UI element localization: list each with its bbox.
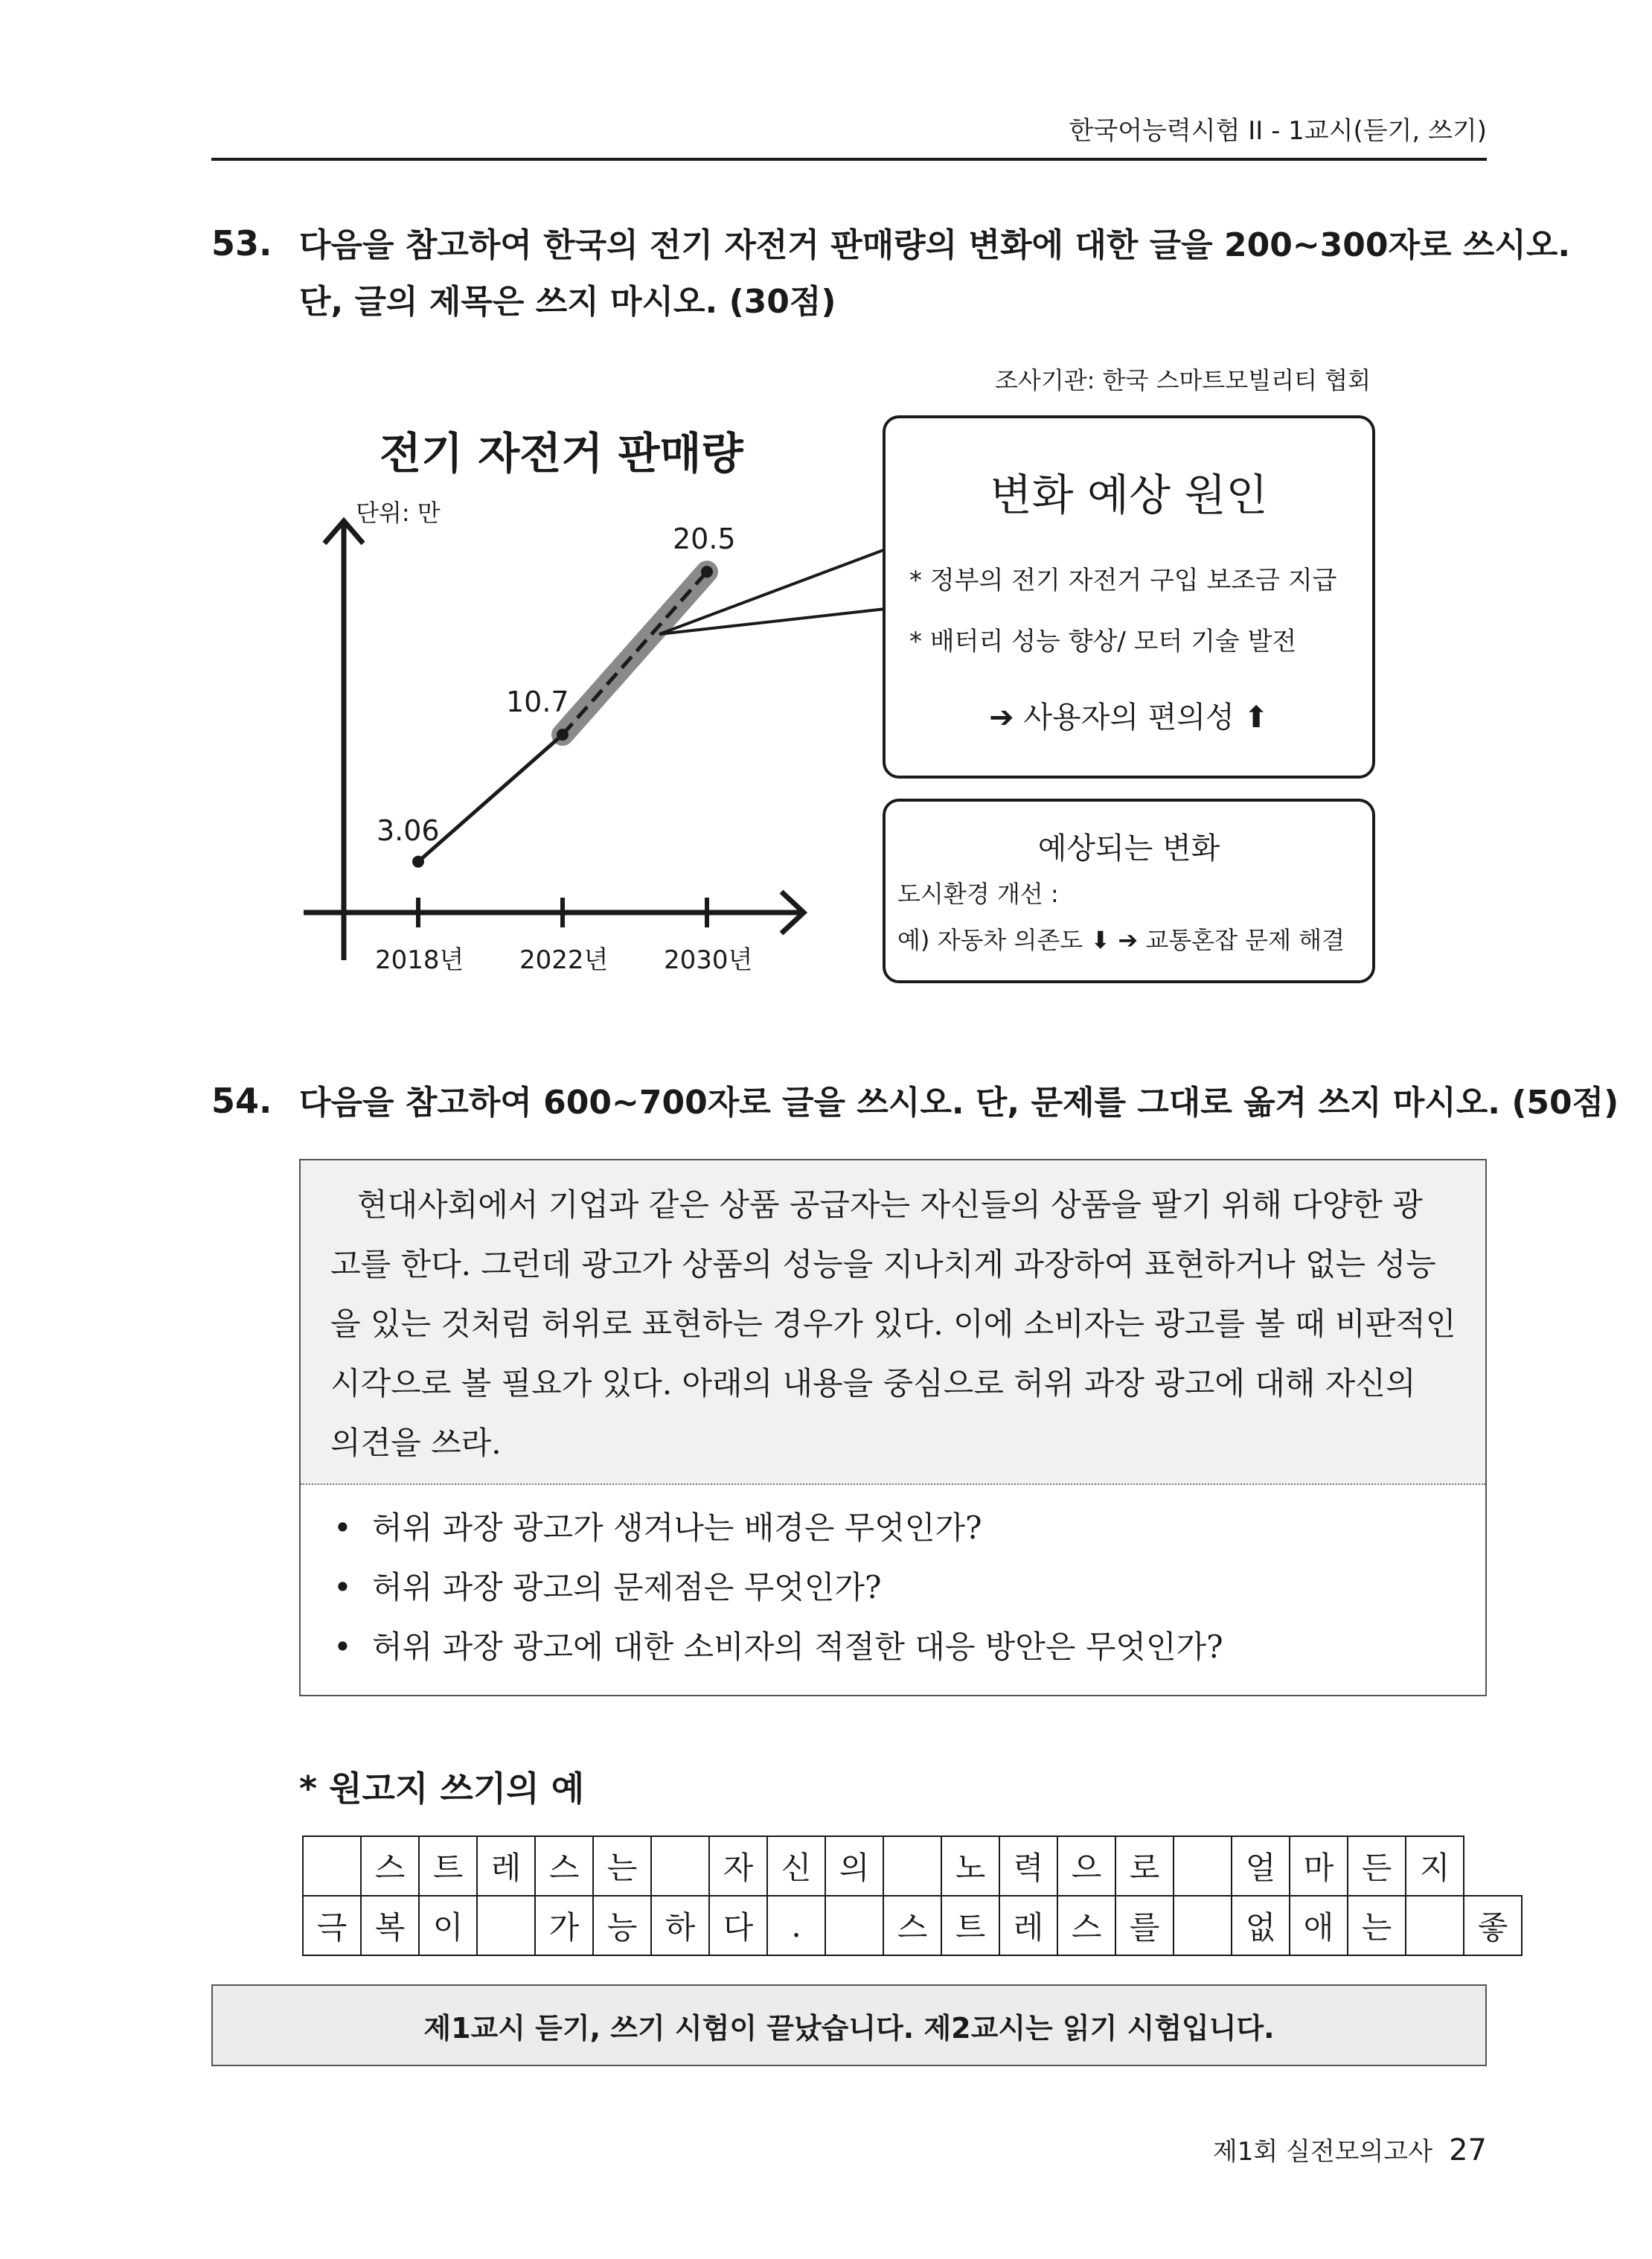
- manuscript-cell: [883, 1836, 941, 1896]
- passage-line-5: 의견을 쓰라.: [330, 1425, 502, 1461]
- x-tick-label-2: 2030년: [664, 945, 753, 975]
- manuscript-cell: 복: [361, 1896, 419, 1955]
- manuscript-cell: [1406, 1896, 1464, 1955]
- cause-result: ➔ 사용자의 편의성 ⬆: [989, 700, 1269, 735]
- manuscript-cell: 는: [593, 1836, 651, 1896]
- q53-number: 53.: [211, 223, 272, 263]
- manuscript-cell: 스: [535, 1836, 593, 1896]
- passage-line-4: 시각으로 볼 필요가 있다. 아래의 내용을 중심으로 허위 과장 광고에 대해 자신의: [330, 1365, 1416, 1402]
- manuscript-cell: [651, 1836, 709, 1896]
- manuscript-cell: 극: [303, 1896, 361, 1955]
- manuscript-cell: 로: [1115, 1836, 1174, 1896]
- manuscript-title: * 원고지 쓰기의 예: [299, 1768, 585, 1809]
- manuscript-cell: 능: [593, 1896, 651, 1955]
- chart-unit-label: 단위: 만: [356, 499, 441, 527]
- manuscript-cell: 레: [999, 1896, 1057, 1955]
- manuscript-cell: 노: [941, 1836, 999, 1896]
- manuscript-cell: 다: [709, 1896, 767, 1955]
- passage-line-1: 현대사회에서 기업과 같은 상품 공급자는 자신들의 상품을 팔기 위해 다양한 광: [357, 1186, 1423, 1223]
- manuscript-row-1: [303, 1836, 1522, 1896]
- manuscript-cell: 마: [1290, 1836, 1348, 1896]
- q53-line1: 다음을 참고하여 한국의 전기 자전거 판매량의 변화에 대한 글을 200~300자로 쓰시오.: [299, 226, 1571, 264]
- data-point-2: [701, 566, 713, 578]
- q53-line2: 단, 글의 제목은 쓰지 마시오. (30점): [299, 283, 836, 321]
- manuscript-cell: 으: [1057, 1836, 1115, 1896]
- manuscript-cell: 지: [1406, 1836, 1464, 1896]
- end-notice: 제1교시 듣기, 쓰기 시험이 끝났습니다. 제2교시는 읽기 시험입니다.: [211, 1984, 1487, 2066]
- exam-header: 한국어능력시험 II - 1교시(듣기, 쓰기): [1069, 116, 1487, 146]
- bullet-dot: •: [333, 1509, 352, 1546]
- manuscript-cell: 를: [1115, 1896, 1174, 1955]
- manuscript-cell: 가: [535, 1896, 593, 1955]
- manuscript-grid: [302, 1835, 1523, 1956]
- manuscript-cell: 자: [709, 1836, 767, 1896]
- change-line-2: 예) 자동차 의존도 ⬇ ➔ 교통혼잡 문제 해결: [897, 926, 1345, 954]
- manuscript-cell: 이: [419, 1896, 477, 1955]
- chart-title: 전기 자전거 판매량: [380, 428, 743, 479]
- manuscript-cell: 스: [361, 1836, 419, 1896]
- manuscript-cell: 스: [883, 1896, 941, 1955]
- footer-label: 제1회 실전모의고사: [1212, 2137, 1433, 2167]
- manuscript-cell: [303, 1836, 361, 1896]
- bullet-dot: •: [333, 1569, 352, 1605]
- passage-line-2: 고를 한다. 그런데 광고가 상품의 성능을 지나치게 과장하여 표현하거나 없는 성능: [330, 1246, 1436, 1282]
- page-footer: [1213, 2131, 1487, 2167]
- manuscript-cell: 얼: [1232, 1836, 1290, 1896]
- manuscript-cell: [477, 1896, 535, 1955]
- data-label-1: 10.7: [506, 686, 569, 719]
- passage-line-3: 을 있는 것처럼 허위로 표현하는 경우가 있다. 이에 소비자는 광고를 볼 때 비판적인: [330, 1306, 1456, 1342]
- data-label-2: 20.5: [673, 523, 736, 556]
- manuscript-cell: [1174, 1836, 1232, 1896]
- manuscript-cell: [1174, 1896, 1232, 1955]
- cause-box-title: 변화 예상 원인: [990, 470, 1268, 520]
- change-box-title: 예상되는 변화: [1037, 831, 1220, 866]
- cause-item-1: * 정부의 전기 자전거 구입 보조금 지급: [909, 566, 1337, 595]
- series-line-actual: [418, 735, 563, 862]
- change-line-1: 도시환경 개선 :: [897, 880, 1059, 908]
- data-point-0: [412, 856, 424, 868]
- x-tick-label-1: 2022년: [519, 945, 609, 975]
- manuscript-cell: 하: [651, 1896, 709, 1955]
- manuscript-cell: 스: [1057, 1896, 1115, 1955]
- bullet-item-3: • 허위 과장 광고에 대한 소비자의 적절한 대응 방안은 무엇인가?: [333, 1629, 1223, 1665]
- manuscript-cell: 없: [1232, 1896, 1290, 1955]
- bullet-dot: •: [333, 1629, 352, 1665]
- manuscript-cell: 든: [1348, 1836, 1406, 1896]
- manuscript-cell: 트: [419, 1836, 477, 1896]
- page-number: 27: [1449, 2133, 1487, 2167]
- manuscript-cell: 애: [1290, 1896, 1348, 1955]
- manuscript-cell: 는: [1348, 1896, 1406, 1955]
- data-label-0: 3.06: [377, 814, 440, 847]
- manuscript-cell: 의: [825, 1836, 883, 1896]
- cause-item-2: * 배터리 성능 향상/ 모터 기술 발전: [909, 627, 1297, 656]
- manuscript-cell: 좋: [1464, 1896, 1522, 1955]
- manuscript-cell: 트: [941, 1896, 999, 1955]
- manuscript-cell: [825, 1896, 883, 1955]
- manuscript-cell: 레: [477, 1836, 535, 1896]
- x-tick-label-0: 2018년: [375, 945, 464, 975]
- bullet-item-1: • 허위 과장 광고가 생겨나는 배경은 무엇인가?: [333, 1509, 982, 1546]
- manuscript-row-2: [303, 1896, 1522, 1955]
- manuscript-cell: .: [767, 1896, 825, 1955]
- q54-text: 다음을 참고하여 600~700자로 글을 쓰시오. 단, 문제를 그대로 옮겨 쓰지 마시오. (50점): [299, 1084, 1619, 1122]
- survey-source: 조사기관: 한국 스마트모빌리티 협회: [995, 366, 1371, 394]
- q54-number: 54.: [211, 1081, 272, 1121]
- bullet-item-2: • 허위 과장 광고의 문제점은 무엇인가?: [333, 1569, 882, 1605]
- manuscript-cell: 신: [767, 1836, 825, 1896]
- manuscript-cell: 력: [999, 1836, 1057, 1896]
- data-point-1: [557, 729, 569, 741]
